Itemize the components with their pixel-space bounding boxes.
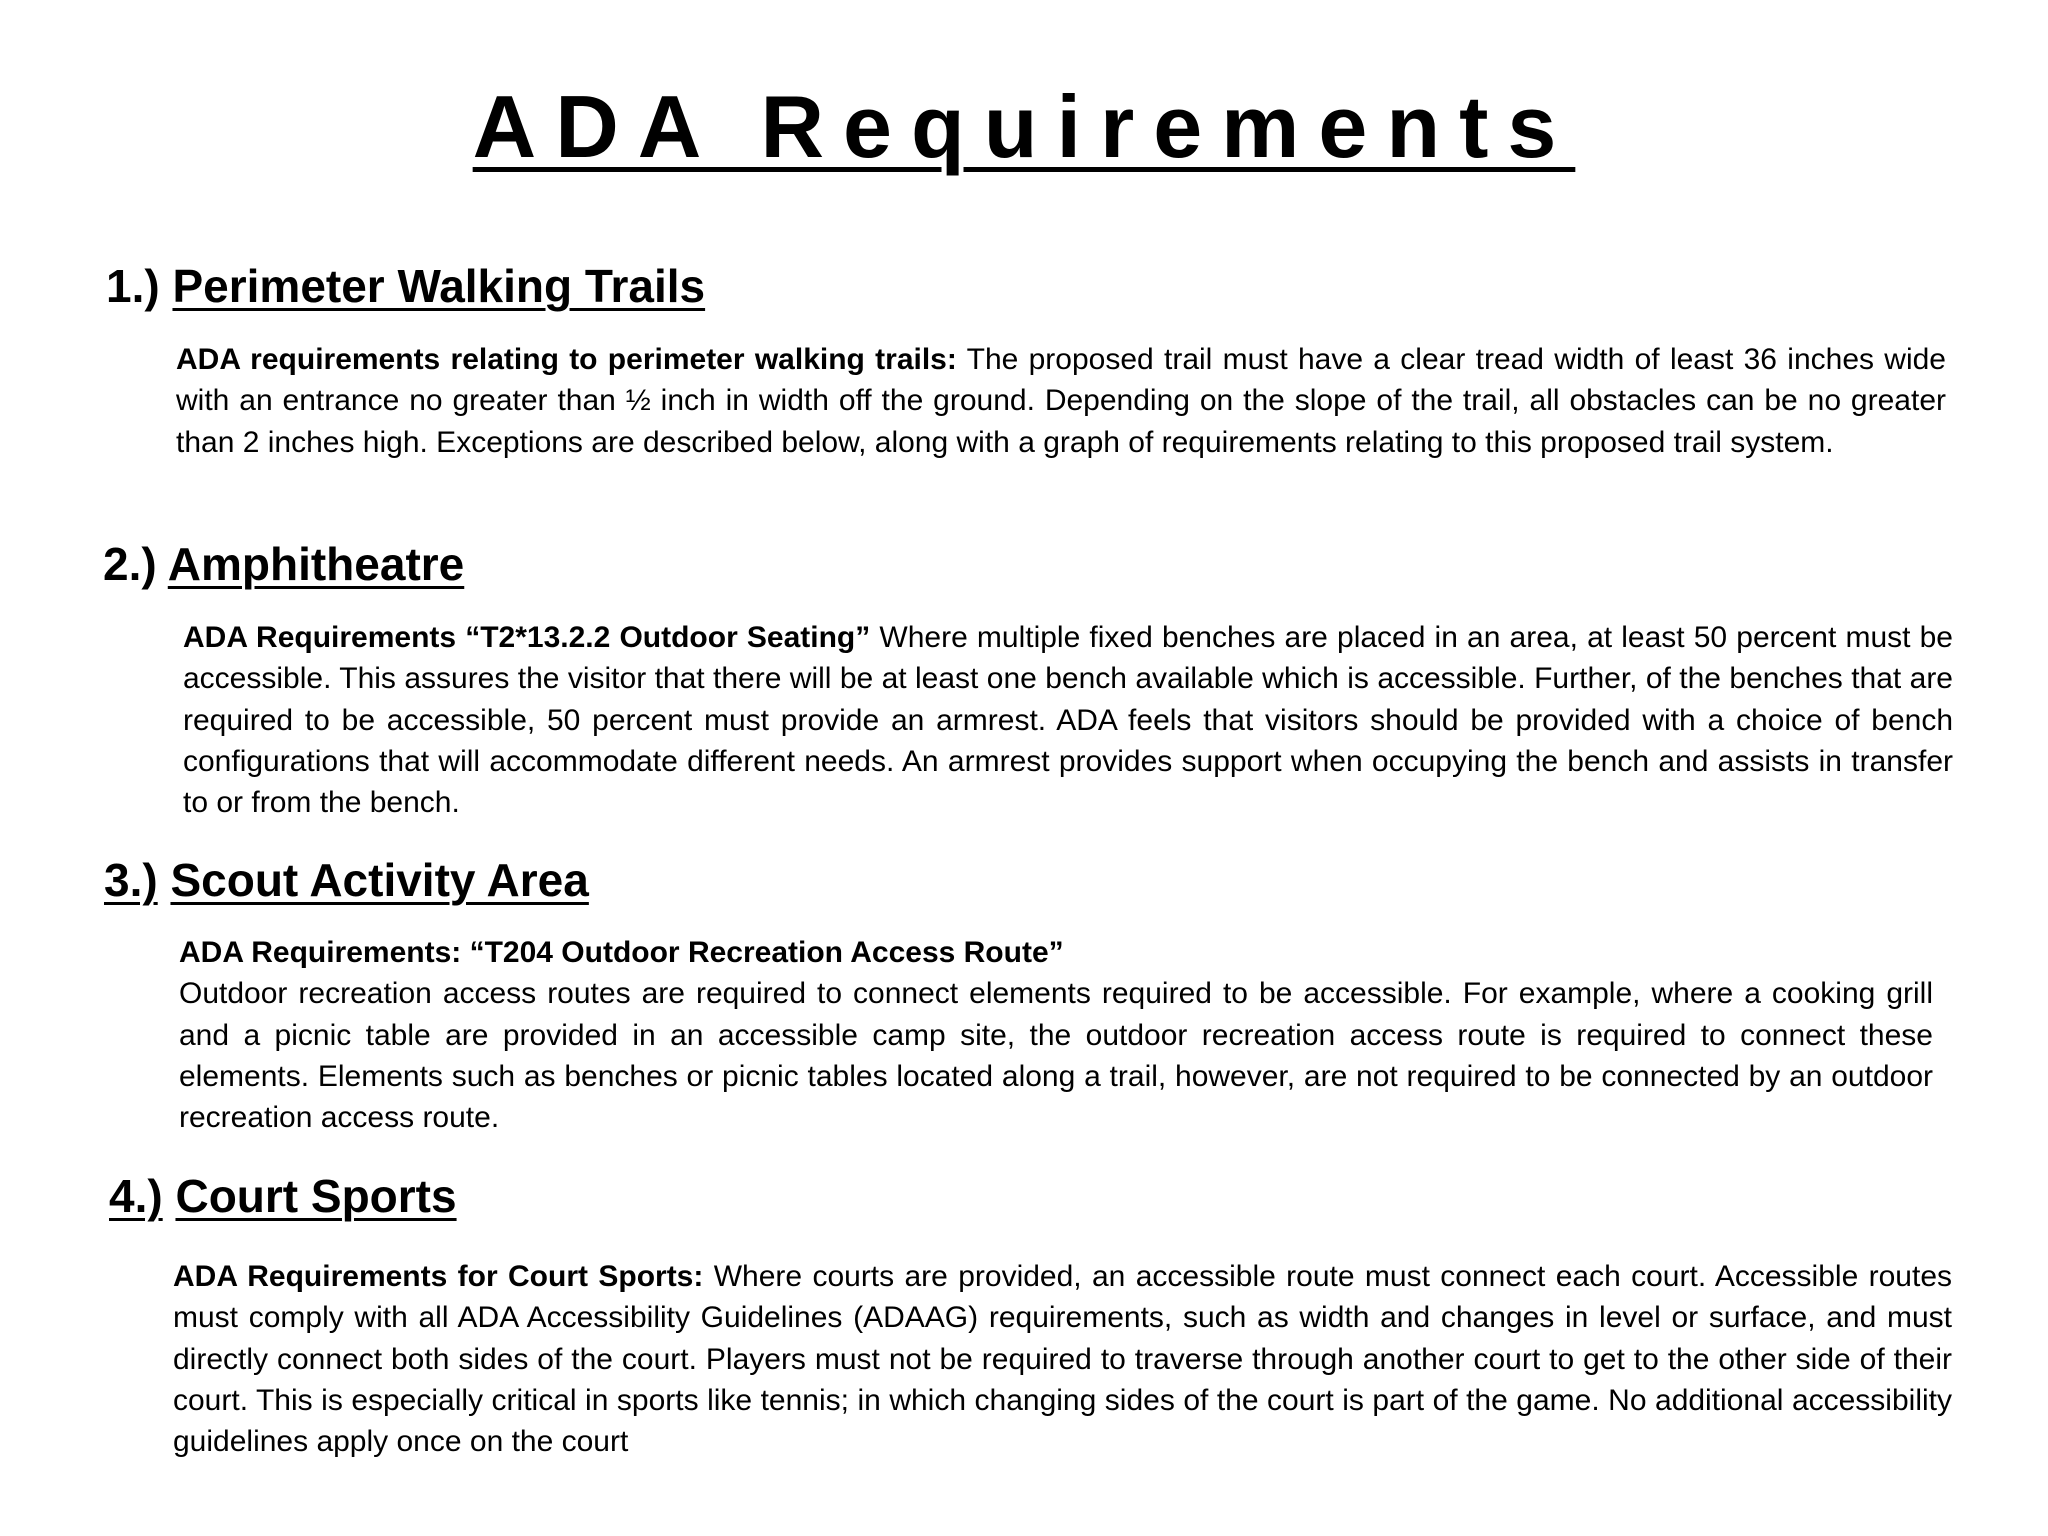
section-number: 2.) [103,538,157,590]
section-title: Perimeter Walking Trails [172,260,706,312]
section-text: Outdoor recreation access routes are required to connect elements required to be accessible. For example, where a cooking grill and a picnic table are provided in an accessible camp site, the outdoor recreation access route is required to connect these elements. Elements such as benches or picnic tables located along a trail, however, are not required to be connected by an outdoor recreation access route. [179,977,1933,1135]
section-lead: ADA requirements relating to perimeter walking trails: [176,343,957,376]
section-lead: ADA Requirements: “T204 Outdoor Recreation Access Route” [179,936,1064,969]
section-number: 4.) [109,1170,163,1222]
section-title: Scout Activity Area [170,854,589,906]
section-heading-perimeter-walking-trails [106,258,705,314]
section-lead: ADA Requirements for Court Sports: [173,1260,704,1293]
section-heading-scout-activity-area [104,852,589,908]
section-number: 3.) [104,854,158,906]
section-text: Where courts are provided, an accessible route must connect each court. Accessible routes must comply with all ADA Accessibility Guidelines (ADAAG) requirements, such as width and changes in level or surface, and must directly connect both sides of the court. Players must not be required to traverse through another court to get to the other side of their court. This is especially critical in sports like tennis; in which changing sides of the court is part of the game. No additional accessibility guidelines apply once on the court [173,1260,1952,1459]
section-body-amphitheatre [183,617,1953,823]
page-title-text: ADA Requirements [472,77,1576,176]
section-number: 1.) [106,260,160,312]
section-heading-court-sports [109,1168,457,1224]
section-title: Court Sports [175,1170,457,1222]
section-heading-amphitheatre [103,536,464,592]
section-lead: ADA Requirements “T2*13.2.2 Outdoor Seating” [183,621,871,654]
section-body-court-sports [173,1256,1952,1462]
section-text: The proposed trail must have a clear tread width of least 36 inches wide with an entrance no greater than ½ inch in width off the ground. Depending on the slope of the trail, all obstacles can be no greater than 2 inches high. Exceptions are described below, along with a graph of requirements relating to this proposed trail system. [176,343,1946,459]
section-body-scout-activity-area [179,932,1933,1138]
section-title: Amphitheatre [167,538,465,590]
section-text: Where multiple fixed benches are placed in an area, at least 50 percent must be accessible. This assures the visitor that there will be at least one bench available which is accessible. Further, of the benches that are required to be accessible, 50 percent must provide an armrest. ADA feels that visitors should be provided with a choice of bench configurations that will accommodate different needs. An armrest provides support when occupying the bench and assists in transfer to or from the bench. [183,621,1953,820]
section-body-perimeter-walking-trails [176,339,1946,463]
page-title [0,72,2048,182]
